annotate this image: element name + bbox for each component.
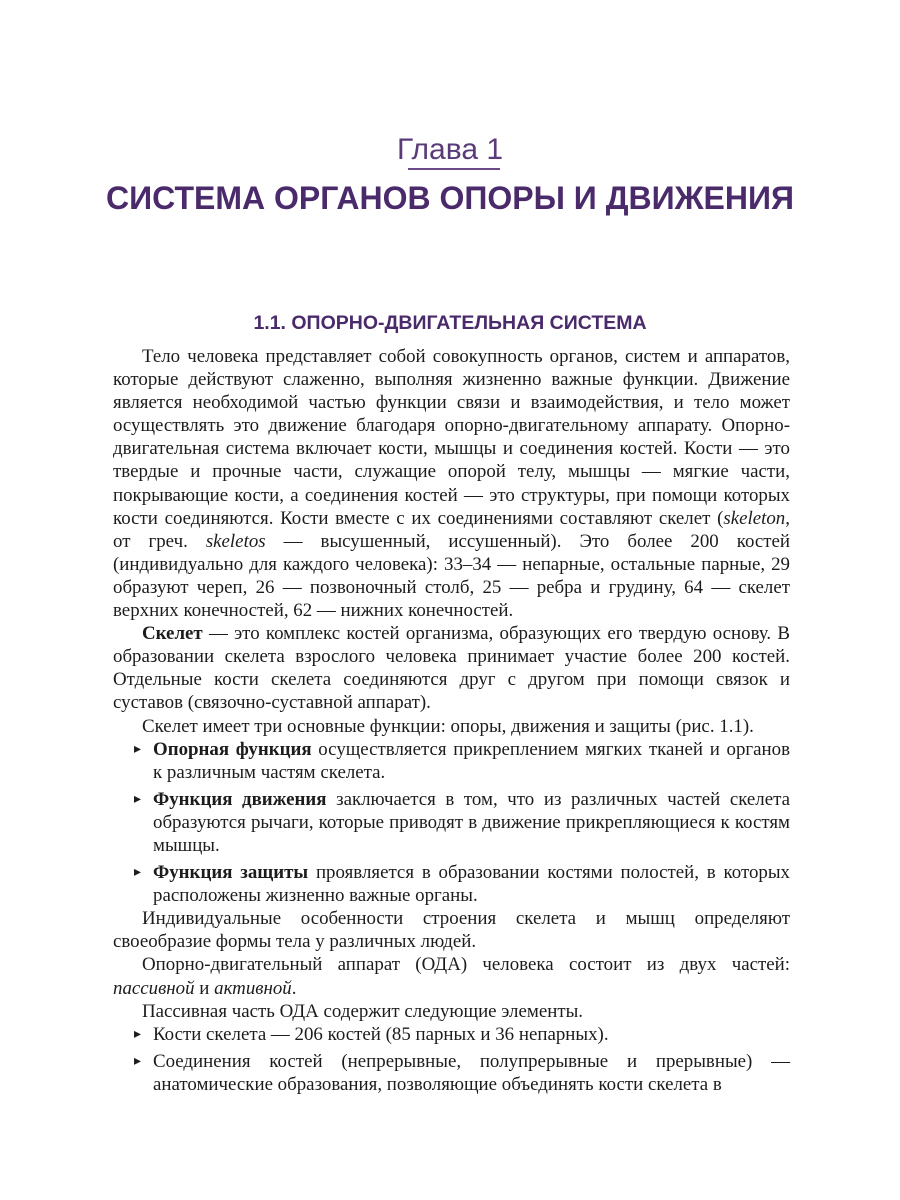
- body-text: [113, 345, 790, 1096]
- list-item: [113, 738, 790, 784]
- text-run: , от греч.: [113, 507, 790, 552]
- paragraph-oda: [113, 953, 790, 999]
- italic-term: активной: [214, 977, 292, 999]
- text-run: проявляется в образовании костями полостей, в которых расположены жизненно важные органы.: [153, 862, 790, 907]
- text-run: Тело человека представляет собой совокупность органов, систем и аппаратов, которые действуют слаженно, выполняя жизненно важные функции. Движение является необходимой частью функции связи и взаимодействия, и тело может осуществлять это движение благодаря опорно-двигательному аппарату. Опорно-двигательная система включает кости, мышцы и соединения костей. Кости — это твердые и прочные части, служащие опорой телу, мышцы — мягкие части, покрывающие кости, а соединения костей — это структуры, при помощи которых кости соединяются. Кости вместе с их соединениями составляют скелет (: [113, 346, 790, 529]
- chapter-underline: [408, 168, 500, 170]
- text-run: Соединения костей (непрерывные, полупрерывные и прерывные) — анатомические образования, позволяющие объединять кости скелета в: [153, 1050, 790, 1095]
- bullet-icon: ▸: [134, 865, 142, 881]
- chapter-title: СИСТЕМА ОРГАНОВ ОПОРЫ И ДВИЖЕНИЯ: [106, 180, 794, 216]
- list-item: [113, 861, 790, 907]
- paragraph-intro: [113, 345, 790, 622]
- passive-list: [113, 1023, 790, 1096]
- section-title: 1.1. ОПОРНО-ДВИГАТЕЛЬНАЯ СИСТЕМА: [253, 312, 647, 334]
- bold-term: Функция движения: [153, 788, 327, 810]
- text-run: — высушенный, иссушенный). Это более 200 костей (индивидуально для каждого человека): 33–34 — непарные, остальные парные, 29 образуют череп, 26 — позвоночный столб, 25 — ребра и грудину, 64 — скелет верхних конечностей, 62 — нижних конечностей.: [113, 530, 791, 622]
- bold-term: Опорная функция: [153, 738, 312, 760]
- bold-term: Скелет: [142, 623, 203, 645]
- text-run: заключается в том, что из различных частей скелета образуются рычаги, которые приводят в движение прикрепляющиеся к костям мышцы.: [153, 788, 790, 856]
- chapter-label: Глава 1: [396, 133, 504, 166]
- paragraph-passive: Пассивная часть ОДА содержит следующие элементы.: [142, 1000, 583, 1022]
- bullet-icon: ▸: [134, 741, 142, 757]
- paragraph-individual: Индивидуальные особенности строения скелета и мышц определяют своеобразие формы тела у различных людей.: [113, 908, 790, 953]
- text-run: .: [291, 977, 297, 999]
- bullet-icon: ▸: [134, 1053, 142, 1069]
- list-item: [113, 1050, 790, 1096]
- text-run: Опорно-двигательный аппарат (ОДА) человека состоит из двух частей:: [142, 954, 790, 976]
- italic-term: пассивной: [113, 977, 195, 999]
- list-item: [113, 788, 790, 857]
- bullet-icon: ▸: [134, 1026, 142, 1042]
- paragraph-functions: Скелет имеет три основные функции: опоры, движения и защиты (рис. 1.1).: [142, 715, 754, 737]
- text-run: — это комплекс костей организма, образующих его твердую основу. В образовании скелета взрослого человека принимает участие более 200 костей. Отдельные кости скелета соединяются друг с другом при помощи связок и суставов (связочно-суставной аппарат).: [113, 623, 790, 714]
- bullet-icon: ▸: [134, 791, 142, 807]
- paragraph-skeleton: [113, 622, 790, 714]
- functions-list: [113, 738, 790, 908]
- list-item: [113, 1023, 790, 1046]
- bold-term: Функция защиты: [153, 862, 309, 884]
- text-run: и: [194, 977, 215, 999]
- text-run: осуществляется прикреплением мягких тканей и органов к различным частям скелета.: [153, 738, 790, 783]
- italic-term: skeletos: [205, 530, 266, 552]
- italic-term: skeleton: [723, 507, 786, 529]
- text-run: Кости скелета — 206 костей (85 парных и 36 непарных).: [153, 1023, 609, 1045]
